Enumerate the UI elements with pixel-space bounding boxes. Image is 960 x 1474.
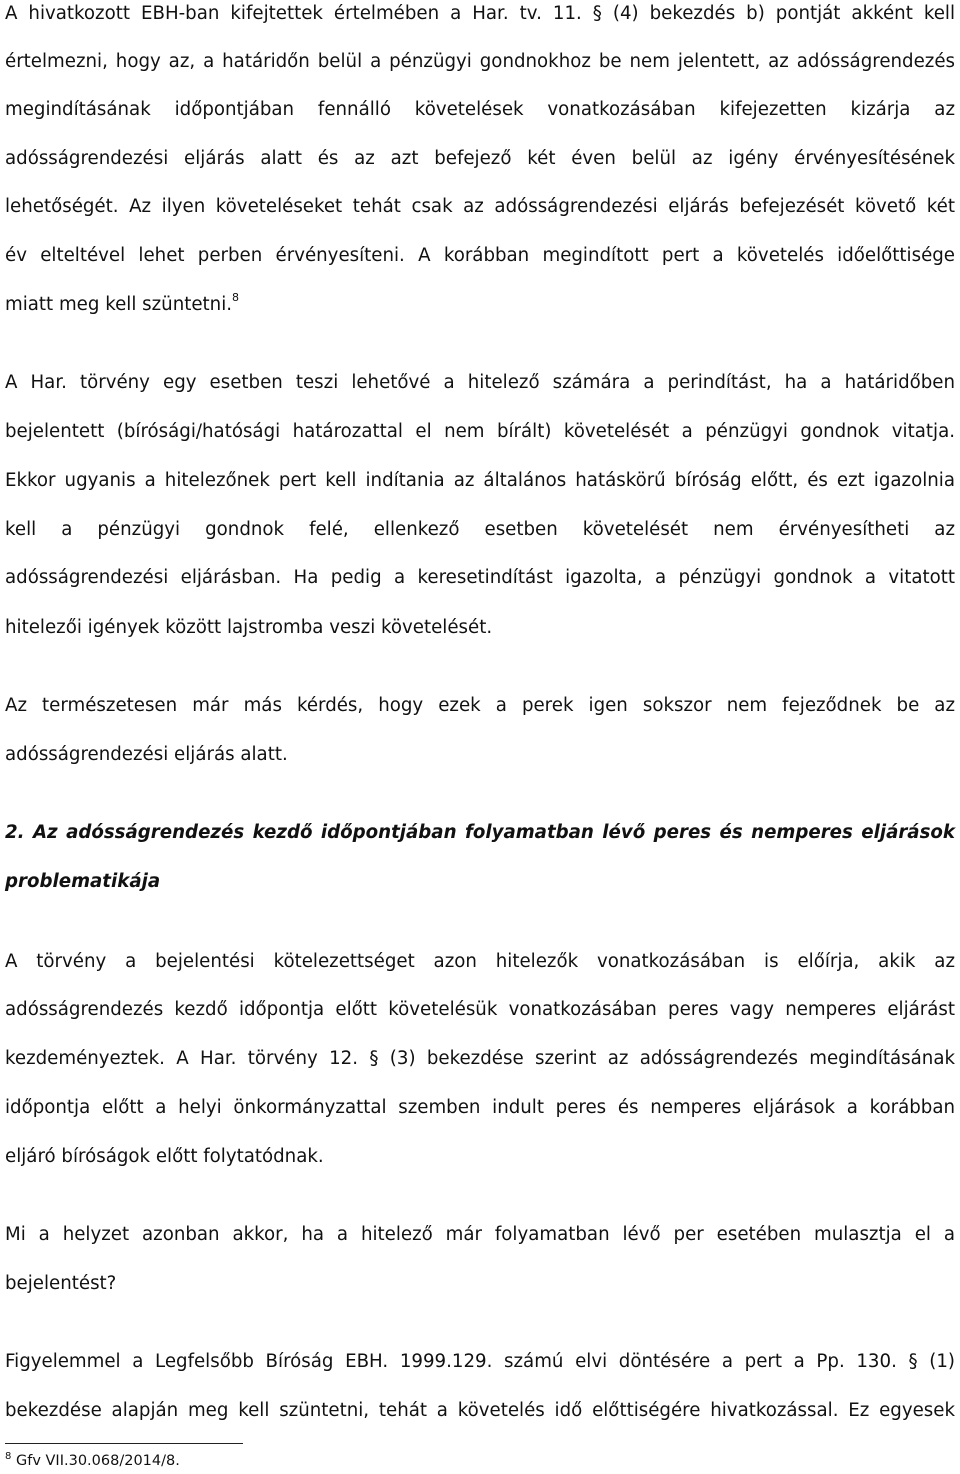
text-line: hitelezői igények között lajstromba veszi követelését. (5, 617, 493, 638)
text-line: eljáró bíróságok előtt folytatódnak. (5, 1146, 324, 1167)
text-line: év elteltével lehet perben érvényesíteni. A korábban megindított pert a követelés időelőttisége (5, 245, 955, 266)
text-line: megindításának időpontjában fennálló követelések vonatkozásában kifejezetten kizárja az (5, 99, 955, 120)
text-line: bejelentést? (5, 1273, 117, 1294)
text-line: adósságrendezési eljárásban. Ha pedig a keresetindítást igazolta, a pénzügyi gondnok a vitatott (5, 567, 955, 588)
text-line: kezdeményeztek. A Har. törvény 12. § (3) bekezdése szerint az adósságrendezés megindításának (5, 1048, 955, 1069)
text-line: időpontja előtt a helyi önkormányzattal szemben indult peres és nemperes eljárások a korábban (5, 1097, 955, 1118)
text-line: A Har. törvény egy esetben teszi lehetővé a hitelező számára a perindítást, ha a határidőben (5, 372, 955, 393)
text-line: adósságrendezési eljárás alatt és az azt befejező két éven belül az igény érvényesítésének (5, 148, 955, 169)
footnote-divider (5, 1443, 243, 1444)
text-line: A törvény a bejelentési kötelezettséget azon hitelezők vonatkozásában is előírja, akik az (5, 951, 955, 972)
footnote-reference[interactable]: 8 (232, 291, 240, 304)
text-line: Figyelemmel a Legfelsőbb Bíróság EBH. 1999.129. számú elvi döntésére a pert a Pp. 130. § (1) (5, 1351, 955, 1372)
text-line: bejelentett (bírósági/hatósági határozattal el nem bírált) követelését a pénzügyi gondnok vitatja. (5, 421, 955, 442)
heading-line: problematikája (5, 871, 161, 892)
text-line: Mi a helyzet azonban akkor, ha a hitelező már folyamatban lévő per esetében mulasztja el a (5, 1224, 955, 1245)
text-line: lehetőségét. Az ilyen követeléseket tehát csak az adósságrendezési eljárás befejezését követő két (5, 196, 955, 217)
footnote-text: Gfv VII.30.068/2014/8. (15, 1453, 180, 1469)
text-line: adósságrendezési eljárás alatt. (5, 744, 288, 765)
footnote-number: 8 (5, 1451, 12, 1462)
text-line: bekezdése alapján meg kell szüntetni, tehát a követelés idő előttiségére hivatkozással. Ez egyesek (5, 1400, 955, 1421)
footnote (5, 1450, 180, 1472)
text-line: Az természetesen már más kérdés, hogy ezek a perek igen sokszor nem fejeződnek be az (5, 695, 955, 716)
text-line: kell a pénzügyi gondnok felé, ellenkező esetben követelését nem érvényesítheti az (5, 519, 955, 540)
text-line: adósságrendezés kezdő időpontja előtt követelésük vonatkozásában peres vagy nemperes eljárást (5, 999, 955, 1020)
heading-line: 2. Az adósságrendezés kezdő időpontjában folyamatban lévő peres és nemperes eljárások (5, 822, 955, 843)
text-line (5, 291, 955, 319)
text-line: A hivatkozott EBH-ban kifejtettek értelmében a Har. tv. 11. § (4) bekezdés b) pontját akként kell (5, 3, 955, 24)
text-line: Ekkor ugyanis a hitelezőnek pert kell indítania az általános hatáskörű bíróság előtt, és ezt igazolnia (5, 470, 955, 491)
text-line: értelmezni, hogy az, a határidőn belül a pénzügyi gondnokhoz be nem jelentett, az adósságrendezés (5, 51, 955, 72)
text-line-content: miatt meg kell szüntetni. (5, 294, 233, 315)
